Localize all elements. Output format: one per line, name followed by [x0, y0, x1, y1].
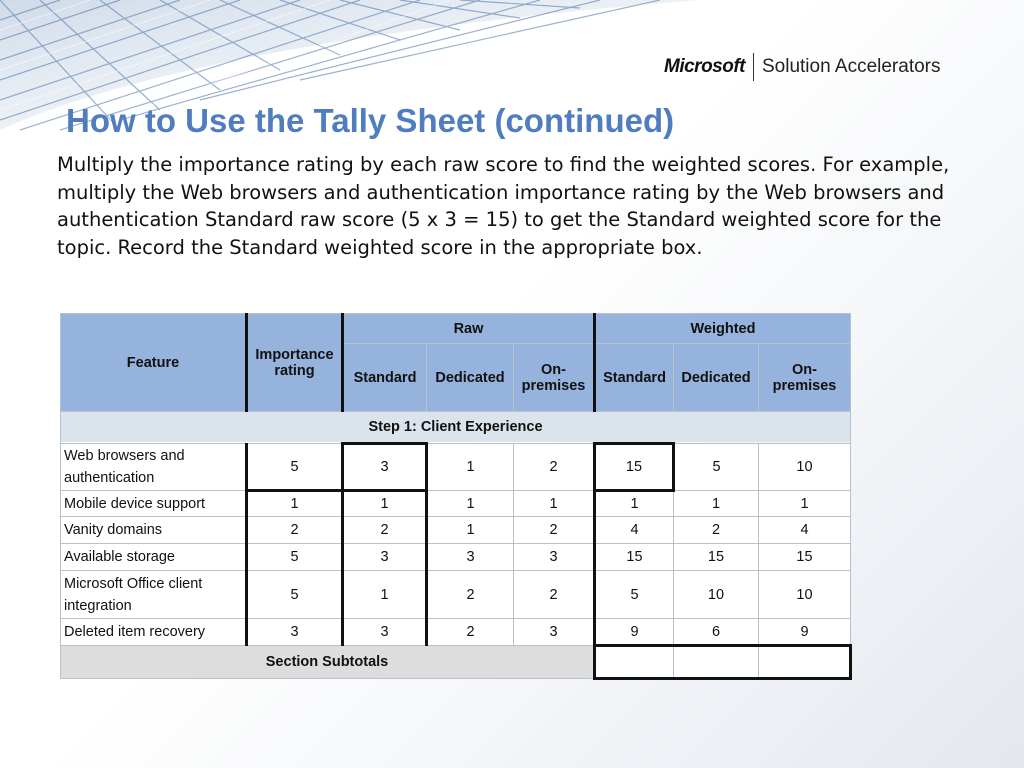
header-raw-dedicated: Dedicated [427, 344, 514, 412]
row-raw-standard: 1 [343, 491, 427, 517]
row-weighted-standard: 5 [595, 571, 674, 619]
row-weighted-standard: 15 [595, 444, 674, 491]
row-feature: Mobile device support [61, 491, 247, 517]
row-importance: 5 [247, 544, 343, 571]
row-raw-dedicated: 1 [427, 444, 514, 491]
header-importance: Importance rating [247, 314, 343, 412]
row-weighted-onprem: 10 [759, 571, 851, 619]
header-weighted: Weighted [595, 314, 851, 344]
instruction-paragraph: Multiply the importance rating by each raw score to find the weighted scores. For example, multiply the Web browsers and authentication importance rating by the Web browsers and authentication Standard raw score (5 x 3 = 15) to get the Standard weighted score for the topic. Record the Standard weighted score in the appropriate box. [57, 153, 950, 259]
row-feature: Web browsers and authentication [61, 444, 247, 491]
row-feature: Available storage [61, 544, 247, 571]
tally-sheet-table [60, 313, 852, 680]
subtotal-weighted-standard [595, 646, 674, 679]
row-weighted-dedicated: 2 [674, 517, 759, 544]
row-raw-standard: 2 [343, 517, 427, 544]
microsoft-wordmark: Microsoft [664, 56, 745, 77]
row-weighted-onprem: 10 [759, 444, 851, 491]
section-row [61, 412, 851, 444]
row-raw-onprem: 2 [514, 444, 595, 491]
row-importance: 1 [247, 491, 343, 517]
row-weighted-standard: 4 [595, 517, 674, 544]
section-label: Step 1: Client Experience [61, 412, 851, 444]
row-weighted-standard: 9 [595, 619, 674, 646]
microsoft-solution-accelerators-logo [664, 52, 941, 82]
row-feature: Microsoft Office client integration [61, 571, 247, 619]
subtotal-weighted-dedicated [674, 646, 759, 679]
row-weighted-onprem: 9 [759, 619, 851, 646]
row-raw-dedicated: 2 [427, 571, 514, 619]
row-weighted-dedicated: 10 [674, 571, 759, 619]
header-weighted-onprem: On-premises [759, 344, 851, 412]
row-importance: 3 [247, 619, 343, 646]
header-feature: Feature [61, 314, 247, 412]
row-weighted-onprem: 15 [759, 544, 851, 571]
row-feature: Deleted item recovery [61, 619, 247, 646]
row-raw-dedicated: 3 [427, 544, 514, 571]
header-weighted-standard: Standard [595, 344, 674, 412]
row-raw-onprem: 3 [514, 544, 595, 571]
table-row [61, 571, 851, 619]
row-raw-onprem: 3 [514, 619, 595, 646]
logo-divider [753, 53, 754, 81]
table-row [61, 444, 851, 491]
row-weighted-standard: 1 [595, 491, 674, 517]
header-weighted-dedicated: Dedicated [674, 344, 759, 412]
row-weighted-dedicated: 15 [674, 544, 759, 571]
row-weighted-onprem: 1 [759, 491, 851, 517]
subtotal-weighted-onprem [759, 646, 851, 679]
product-name: Solution Accelerators [762, 56, 941, 77]
header-raw-onprem: On-premises [514, 344, 595, 412]
header-row-groups [61, 314, 851, 344]
row-raw-dedicated: 1 [427, 491, 514, 517]
table-row [61, 517, 851, 544]
row-importance: 5 [247, 571, 343, 619]
row-raw-onprem: 2 [514, 571, 595, 619]
row-feature: Vanity domains [61, 517, 247, 544]
table-row [61, 619, 851, 646]
table-row [61, 544, 851, 571]
row-weighted-onprem: 4 [759, 517, 851, 544]
row-weighted-dedicated: 5 [674, 444, 759, 491]
slide-title: How to Use the Tally Sheet (continued) [66, 102, 675, 139]
row-raw-standard: 3 [343, 544, 427, 571]
row-raw-onprem: 1 [514, 491, 595, 517]
subtotal-label: Section Subtotals [61, 646, 595, 679]
row-importance: 2 [247, 517, 343, 544]
row-raw-onprem: 2 [514, 517, 595, 544]
row-importance: 5 [247, 444, 343, 491]
row-raw-standard: 1 [343, 571, 427, 619]
row-weighted-dedicated: 6 [674, 619, 759, 646]
table-row [61, 491, 851, 517]
row-raw-standard: 3 [343, 444, 427, 491]
subtotal-row [61, 646, 851, 679]
row-raw-dedicated: 2 [427, 619, 514, 646]
header-raw: Raw [343, 314, 595, 344]
row-weighted-standard: 15 [595, 544, 674, 571]
row-raw-standard: 3 [343, 619, 427, 646]
row-raw-dedicated: 1 [427, 517, 514, 544]
row-weighted-dedicated: 1 [674, 491, 759, 517]
header-raw-standard: Standard [343, 344, 427, 412]
